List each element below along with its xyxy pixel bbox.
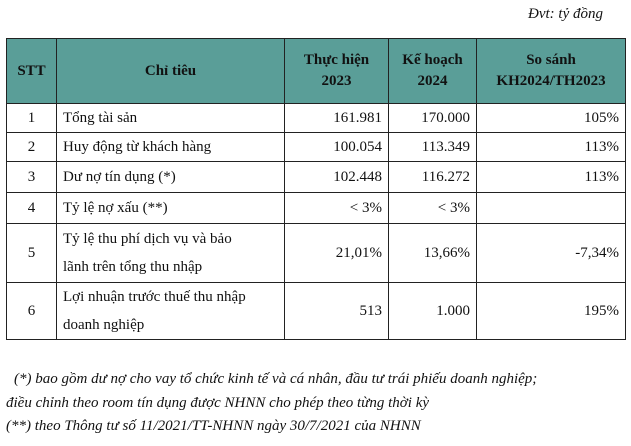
cell-label-line1: Lợi nhuận trước thuế thu nhập [63,289,246,305]
cell-stt: 4 [7,193,57,224]
cell-label: Tổng tài sản [57,104,285,133]
financial-plan-table [6,38,626,340]
cell-actual: 100.054 [285,133,389,162]
header-ke-hoach [389,39,477,104]
footnote-2: (**) theo Thông tư số 11/2021/TT-NHNN ngày 30/7/2021 của NHNN [6,418,421,434]
table-row [7,162,626,193]
cell-ratio: 113% [477,133,626,162]
cell-label-line2: lãnh trên tổng thu nhập [63,259,203,275]
table-row [7,133,626,162]
table-row [7,193,626,224]
cell-actual: 161.981 [285,104,389,133]
header-so-sanh-line1: So sánh [526,52,576,68]
cell-stt: 2 [7,133,57,162]
table-row [7,224,626,283]
cell-actual: 513 [285,283,389,340]
header-ke-hoach-line2: 2024 [417,73,448,89]
cell-plan: 113.349 [389,133,477,162]
cell-actual: 21,01% [285,224,389,283]
cell-ratio [477,193,626,224]
cell-actual: 102.448 [285,162,389,193]
cell-plan: 13,66% [389,224,477,283]
cell-label [57,224,285,283]
cell-label: Dư nợ tín dụng (*) [57,162,285,193]
cell-ratio: 195% [477,283,626,340]
footnotes [6,368,626,439]
cell-label [57,283,285,340]
cell-actual: < 3% [285,193,389,224]
table-header-row [7,39,626,104]
header-ke-hoach-line1: Kế hoạch [402,52,463,68]
footnote-1-continued: điều chỉnh theo room tín dụng được NHNN cho phép theo từng thời kỳ [6,394,430,411]
header-so-sanh [477,39,626,104]
header-thuc-hien-line1: Thực hiện [303,52,370,68]
header-stt: STT [7,39,57,104]
header-so-sanh-line2: KH2024/TH2023 [496,73,606,89]
header-thuc-hien-line2: 2023 [321,73,352,89]
footnote-1: (*) bao gồm dư nợ cho vay tổ chức kinh tế và cá nhân, đầu tư trái phiếu doanh nghiệp; [14,371,538,387]
table-row [7,104,626,133]
cell-plan: 116.272 [389,162,477,193]
table-row [7,283,626,340]
cell-label-line2: doanh nghiệp [63,317,145,333]
header-chi-tieu: Chỉ tiêu [57,39,285,104]
cell-stt: 3 [7,162,57,193]
cell-ratio: 105% [477,104,626,133]
cell-plan: 170.000 [389,104,477,133]
cell-label-line1: Tỷ lệ thu phí dịch vụ và bảo [63,231,232,247]
cell-plan: 1.000 [389,283,477,340]
cell-stt: 6 [7,283,57,340]
unit-label: Đvt: tỷ đồng [528,6,603,22]
cell-stt: 1 [7,104,57,133]
cell-label: Huy động từ khách hàng [57,133,285,162]
cell-label: Tỷ lệ nợ xấu (**) [57,193,285,224]
cell-plan: < 3% [389,193,477,224]
header-thuc-hien [285,39,389,104]
cell-ratio: -7,34% [477,224,626,283]
cell-ratio: 113% [477,162,626,193]
cell-stt: 5 [7,224,57,283]
